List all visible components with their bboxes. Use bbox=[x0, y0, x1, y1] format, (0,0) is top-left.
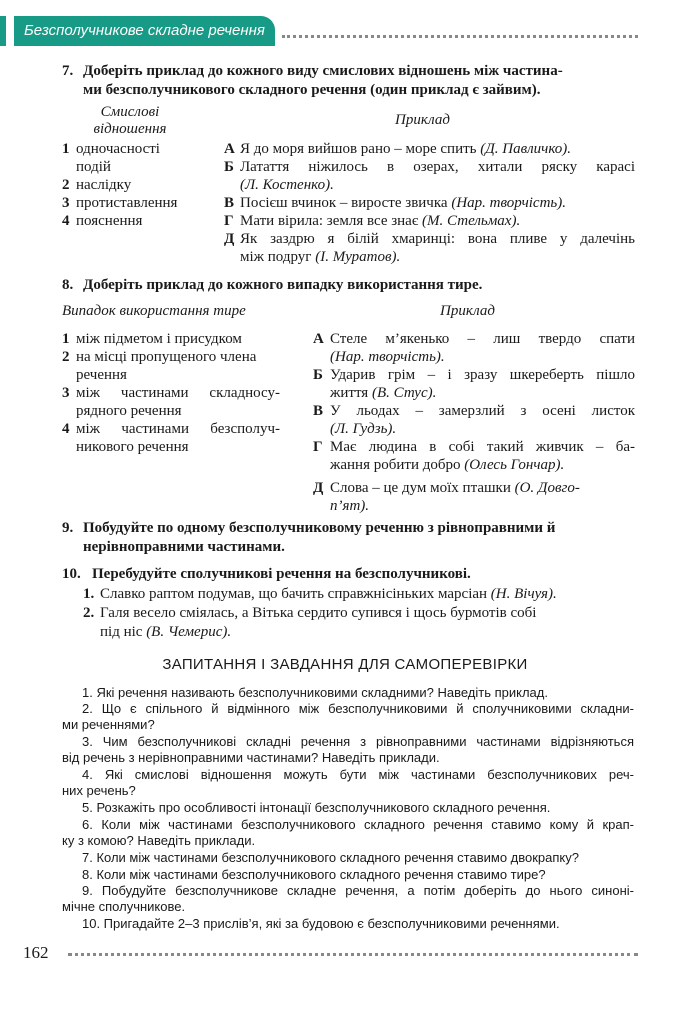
ex8-example-source: (Нар. творчість). bbox=[330, 349, 445, 365]
ex7-example-text-cont: між подруг (І. Муратов). bbox=[240, 249, 401, 265]
selfcheck-title: ЗАПИТАННЯ І ЗАВДАННЯ ДЛЯ САМОПЕРЕВІРКИ bbox=[162, 656, 528, 673]
ex8-example-text: У льодах – замерзлий з осені листок bbox=[330, 403, 635, 419]
ex9-number: 9. bbox=[62, 520, 74, 536]
ex7-col1-header-line1: Смислові bbox=[100, 104, 160, 120]
section-title: Безсполучникове складне речення bbox=[14, 16, 275, 46]
ex10-item-num: 1. bbox=[83, 586, 95, 602]
ex8-example-text: Слова – це дум моїх пташки (О. Довго- bbox=[330, 480, 580, 496]
ex7-item-label: протиставлення bbox=[76, 195, 178, 211]
ex7-col1-header-line2: відношення bbox=[93, 121, 167, 137]
ex8-col2-header: Приклад bbox=[440, 303, 495, 319]
selfcheck-question-cont: ку з комою? Наведіть приклади. bbox=[62, 833, 256, 848]
ex8-example-letter: Б bbox=[313, 367, 323, 383]
ex9-task-line2: нерівноправними частинами. bbox=[83, 539, 285, 555]
selfcheck-question: 1. Які речення називають безсполучниковими складними? Наведіть приклад. bbox=[82, 685, 548, 700]
ex7-item-num: 1 bbox=[62, 141, 70, 157]
selfcheck-question: 2. Що є спільного й відмінного між безсполучниковими й сполучниковими складни- bbox=[82, 701, 634, 716]
ex10-number: 10. bbox=[62, 566, 81, 582]
ex7-item-num: 4 bbox=[62, 213, 70, 229]
ex8-example-source-cont: п’ят). bbox=[330, 498, 370, 514]
ex8-number: 8. bbox=[62, 277, 74, 293]
ex7-example-text: Посієш вчинок – виросте звичка (Нар. творчість). bbox=[240, 195, 566, 211]
header-dotted-rule bbox=[282, 35, 638, 38]
selfcheck-question: 4. Які смислові відношення можуть бути між частинами безсполучникових реч- bbox=[82, 767, 634, 782]
ex7-task-line1: Доберіть приклад до кожного виду смислових відношень між частина- bbox=[83, 63, 563, 79]
selfcheck-question: 6. Коли між частинами безсполучникового складного речення ставимо кому й крап- bbox=[82, 817, 634, 832]
ex8-example-letter: А bbox=[313, 331, 324, 347]
ex7-example-text: Мати вірила: земля все знає (М. Стельмах). bbox=[240, 213, 521, 229]
ex8-example-letter: Д bbox=[313, 480, 324, 496]
ex10-item-text: Славко раптом подумав, що бачить справжнісіньких марсіан (Н. Вічуя). bbox=[100, 586, 557, 602]
header-accent-stripe bbox=[0, 16, 6, 46]
ex7-example-letter: Г bbox=[224, 213, 234, 229]
selfcheck-question: 7. Коли між частинами безсполучникового складного речення ставимо двокрапку? bbox=[82, 850, 579, 865]
ex7-task-line2: ми безсполучникового складного речення (один приклад є зайвим). bbox=[83, 82, 541, 98]
ex8-example-text-cont: життя (В. Стус). bbox=[330, 385, 437, 401]
ex7-item-label: наслідку bbox=[76, 177, 132, 193]
selfcheck-question: 3. Чим безсполучникові складні речення з рівноправними частинами відрізняються bbox=[82, 734, 634, 749]
footer-dotted-rule bbox=[68, 953, 638, 956]
ex8-item-label-cont: рядного речення bbox=[76, 403, 182, 419]
ex8-item-label: між частинами безсполуч- bbox=[76, 421, 280, 437]
selfcheck-question: 8. Коли між частинами безсполучникового складного речення ставимо тире? bbox=[82, 867, 546, 882]
ex7-number: 7. bbox=[62, 63, 74, 79]
ex7-example-letter: А bbox=[224, 141, 235, 157]
ex7-example-letter: Б bbox=[224, 159, 234, 175]
ex7-example-text: Я до моря вийшов рано – море спить (Д. Павличко). bbox=[240, 141, 572, 157]
ex10-item-text: Галя весело сміялась, а Вітька сердито супився і щось бурмотів собі bbox=[100, 605, 537, 621]
page-number: 162 bbox=[23, 943, 49, 962]
ex8-task: Доберіть приклад до кожного випадку використання тире. bbox=[83, 277, 483, 293]
ex8-example-text: Має людина в собі такий живчик – ба- bbox=[330, 439, 635, 455]
selfcheck-question-cont: них речень? bbox=[62, 783, 136, 798]
ex8-item-label-cont: никового речення bbox=[76, 439, 189, 455]
ex8-item-num: 4 bbox=[62, 421, 70, 437]
ex8-example-text: Ударив грім – і зразу шкереберть пішло bbox=[330, 367, 635, 383]
selfcheck-question: 9. Побудуйте безсполучникове складне речення, а потім доберіть до нього синоні- bbox=[82, 883, 634, 898]
selfcheck-question-cont: мічне сполучникове. bbox=[62, 899, 186, 914]
ex7-item-label: одночасності bbox=[76, 141, 160, 157]
ex10-item-num: 2. bbox=[83, 605, 95, 621]
selfcheck-question: 5. Розкажіть про особливості інтонації безсполучникового складного речення. bbox=[82, 800, 551, 815]
ex8-example-text-cont: жання робити добро (Олесь Гончар). bbox=[330, 457, 565, 473]
ex7-item-label: пояснення bbox=[76, 213, 143, 229]
ex7-example-letter: Д bbox=[224, 231, 235, 247]
selfcheck-question-cont: ми реченнями? bbox=[62, 717, 155, 732]
selfcheck-question-cont: від речень з нерівноправними частинами? Наведіть приклади. bbox=[62, 750, 440, 765]
selfcheck-question: 10. Пригадайте 2–3 прислів’я, які за будовою є безсполучниковими реченнями. bbox=[82, 916, 560, 931]
ex8-item-label-cont: речення bbox=[76, 367, 127, 383]
ex8-example-text: Стеле м’якенько – лиш твердо спати bbox=[330, 331, 635, 347]
ex8-item-num: 2 bbox=[62, 349, 70, 365]
ex7-example-letter: В bbox=[224, 195, 235, 211]
section-header bbox=[0, 16, 275, 46]
ex8-example-letter: Г bbox=[313, 439, 323, 455]
ex7-example-source: (Л. Костенко). bbox=[240, 177, 334, 193]
ex7-item-label-cont: подій bbox=[76, 159, 111, 175]
ex8-example-letter: В bbox=[313, 403, 324, 419]
ex8-item-num: 3 bbox=[62, 385, 70, 401]
ex8-example-source: (Л. Гудзь). bbox=[330, 421, 397, 437]
ex8-item-label: між частинами складносу- bbox=[76, 385, 280, 401]
ex7-example-text: Як заздрю я білій хмаринці: вона пливе у далечінь bbox=[240, 231, 635, 247]
ex9-task-line1: Побудуйте по одному безсполучниковому реченню з рівноправними й bbox=[83, 520, 556, 536]
ex7-item-num: 3 bbox=[62, 195, 70, 211]
ex10-item-text-cont: під ніс (В. Чемерис). bbox=[100, 624, 232, 640]
ex10-task: Перебудуйте сполучникові речення на безсполучникові. bbox=[92, 566, 471, 582]
ex8-item-num: 1 bbox=[62, 331, 70, 347]
ex7-example-text: Латаття ніжилось в озерах, хитали ряску карасі bbox=[240, 159, 635, 175]
ex8-col1-header: Випадок використання тире bbox=[62, 303, 246, 319]
ex8-item-label: між підметом і присудком bbox=[76, 331, 242, 347]
ex7-col2-header: Приклад bbox=[395, 112, 450, 128]
ex7-item-num: 2 bbox=[62, 177, 70, 193]
ex8-item-label: на місці пропущеного члена bbox=[76, 349, 257, 365]
